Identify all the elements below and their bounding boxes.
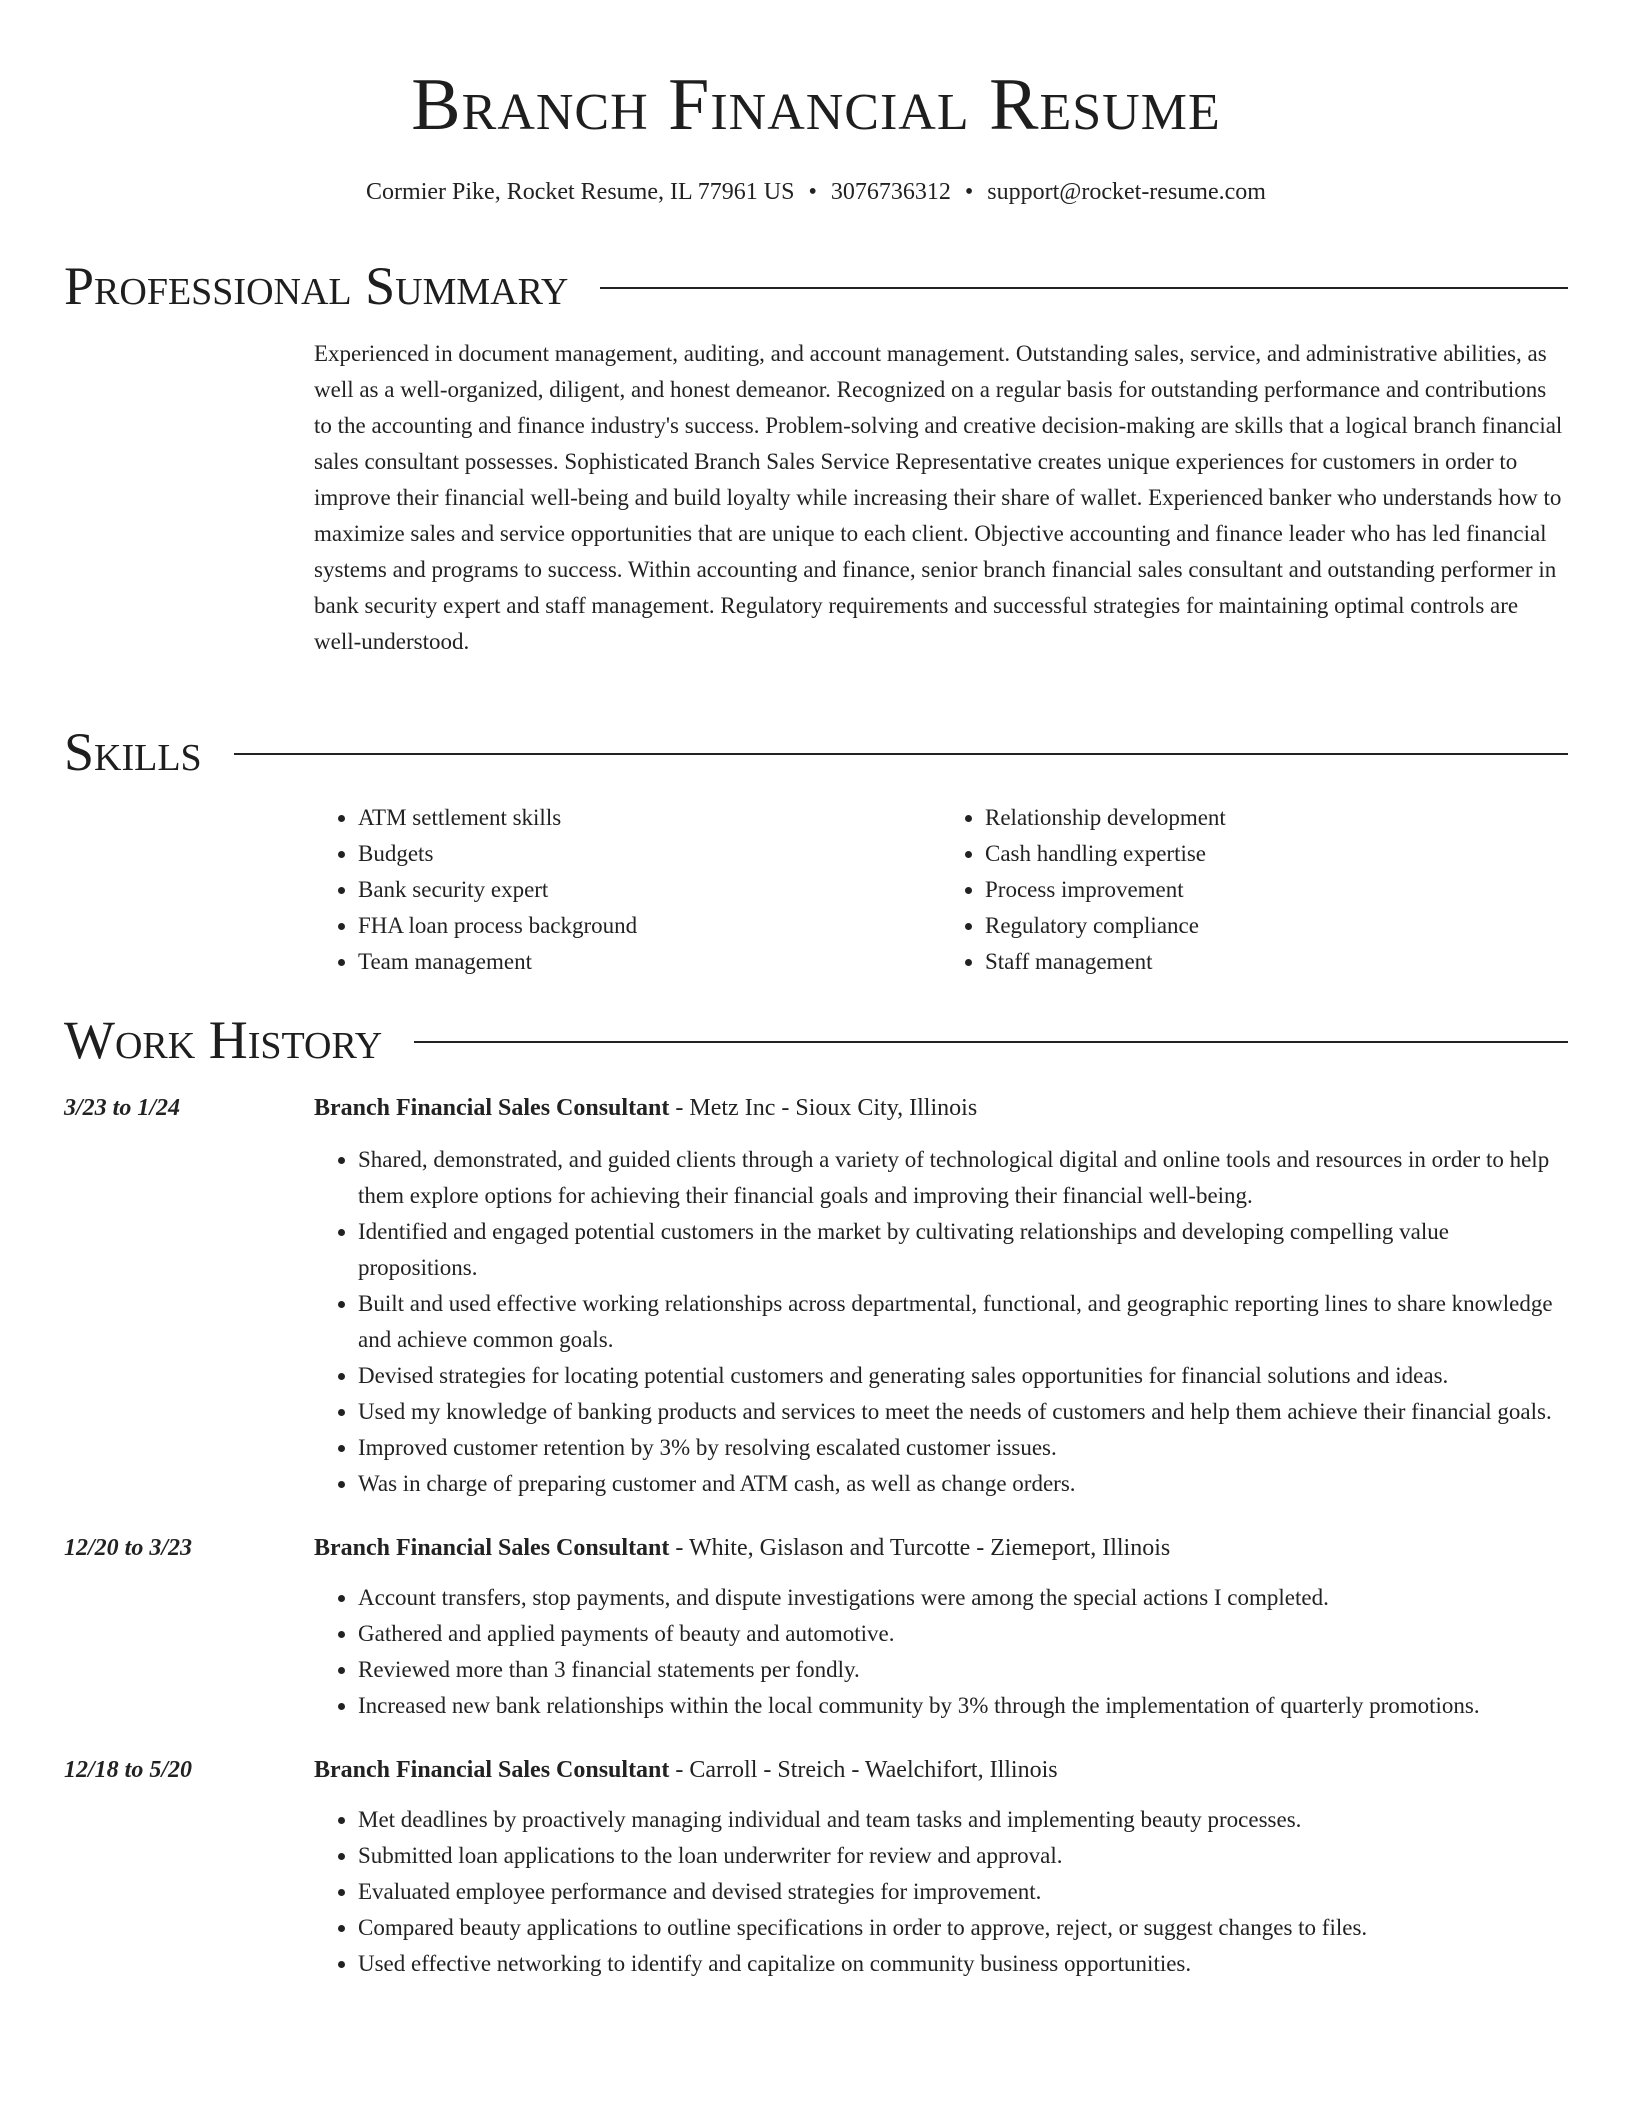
job-position	[314, 1530, 1170, 1566]
skills-title: Skills	[64, 722, 202, 782]
skill-item: • Staff management	[985, 944, 1568, 980]
skill-item: • Process improvement	[985, 872, 1568, 908]
job-bullet: • Compared beauty applications to outline specifications in order to approve, reject, or suggest changes to files.	[358, 1910, 1568, 1946]
job-bullet: • Gathered and applied payments of beauty and automotive.	[358, 1616, 1568, 1652]
summary-section	[64, 256, 1568, 660]
job-bullet: • Shared, demonstrated, and guided clients through a variety of technological digital and online tools and resources in order to help them explore options for achieving their financial goals and improving their financial well-being.	[358, 1142, 1568, 1214]
job-bullet: • Identified and engaged potential customers in the market by cultivating relationships and developing compelling value propositions.	[358, 1214, 1568, 1286]
job-title: Branch Financial Sales Consultant	[314, 1757, 670, 1783]
job-entry	[64, 1090, 1568, 1502]
job-employer: - Carroll - Streich - Waelchifort, Illinois	[669, 1757, 1058, 1783]
skills-header	[64, 722, 1568, 782]
job-bullets	[314, 1580, 1568, 1724]
skill-item: • FHA loan process background	[358, 908, 941, 944]
job-bullets	[314, 1142, 1568, 1502]
skill-item: • Regulatory compliance	[985, 908, 1568, 944]
job-entry	[64, 1530, 1568, 1724]
job-heading	[64, 1530, 1568, 1566]
section-divider	[414, 1041, 1568, 1043]
job-heading	[64, 1752, 1568, 1788]
skills-list	[314, 800, 1568, 980]
job-bullet: • Devised strategies for locating potential customers and generating sales opportunities for financial solutions and ideas.	[358, 1358, 1568, 1394]
contact-address: Cormier Pike, Rocket Resume, IL 77961 US	[366, 179, 795, 205]
job-bullet: • Improved customer retention by 3% by resolving escalated customer issues.	[358, 1430, 1568, 1466]
job-entry	[64, 1752, 1568, 1982]
job-employer: - Metz Inc - Sioux City, Illinois	[669, 1095, 978, 1121]
work-title: Work History	[64, 1010, 383, 1070]
job-bullet: • Submitted loan applications to the loan underwriter for review and approval.	[358, 1838, 1568, 1874]
contact-separator: •	[808, 179, 817, 205]
skill-item: • ATM settlement skills	[358, 800, 941, 836]
job-bullet: • Used my knowledge of banking products and services to meet the needs of customers and help them achieve their financial goals.	[358, 1394, 1568, 1430]
skill-item: • Bank security expert	[358, 872, 941, 908]
skill-item: • Budgets	[358, 836, 941, 872]
summary-text: Experienced in document management, auditing, and account management. Outstanding sales, service, and administrative abilities, as well as a well-organized, diligent, and honest demeanor. Recognized on a regular basis for outstanding performance and contributions to the accounting and finance industry's success. Problem-solving and creative decision-making are skills that a logical branch financial sales consultant possesses. Sophisticated Branch Sales Service Representative creates unique experiences for customers in order to improve their financial well-being and build loyalty while increasing their share of wallet. Experienced banker who understands how to maximize sales and service opportunities that are unique to each client. Objective accounting and finance leader who has led financial systems and programs to success. Within accounting and finance, senior branch financial sales consultant and outstanding performer in bank security expert and staff management. Regulatory requirements and successful strategies for maintaining optimal controls are well-understood.	[314, 341, 1563, 654]
job-employer: - White, Gislason and Turcotte - Ziemeport, Illinois	[669, 1535, 1171, 1561]
contact-email: support@rocket-resume.com	[987, 179, 1266, 205]
job-title: Branch Financial Sales Consultant	[314, 1095, 670, 1121]
job-dates: 12/18 to 5/20	[64, 1757, 193, 1783]
work-header	[64, 1010, 1568, 1070]
job-bullet: • Account transfers, stop payments, and dispute investigations were among the special actions I completed.	[358, 1580, 1568, 1616]
job-bullet: • Increased new bank relationships within the local community by 3% through the implementation of quarterly promotions.	[358, 1688, 1568, 1724]
job-bullet: • Evaluated employee performance and devised strategies for improvement.	[358, 1874, 1568, 1910]
job-bullet: • Was in charge of preparing customer and ATM cash, as well as change orders.	[358, 1466, 1568, 1502]
section-divider	[600, 287, 1568, 289]
job-position	[314, 1752, 1058, 1788]
summary-body	[314, 336, 1568, 660]
skill-item: • Relationship development	[985, 800, 1568, 836]
section-divider	[234, 753, 1568, 755]
job-dates: 12/20 to 3/23	[64, 1535, 193, 1561]
job-bullets	[314, 1802, 1568, 1982]
job-bullet: • Reviewed more than 3 financial statements per fondly.	[358, 1652, 1568, 1688]
job-dates: 3/23 to 1/24	[64, 1095, 181, 1121]
contact-separator: •	[964, 179, 974, 205]
job-heading	[64, 1090, 1568, 1126]
job-position	[314, 1090, 977, 1126]
summary-header	[64, 256, 1568, 316]
job-bullet: • Met deadlines by proactively managing individual and team tasks and implementing beauty processes.	[358, 1802, 1568, 1838]
resume-name: Branch Financial Resume	[411, 64, 1221, 146]
work-section	[64, 1010, 1568, 1982]
job-bullet: • Built and used effective working relationships across departmental, functional, and geographic reporting lines to share knowledge and achieve common goals.	[358, 1286, 1568, 1358]
job-bullet: • Used effective networking to identify and capitalize on community business opportunities.	[358, 1946, 1568, 1982]
skills-column-left	[314, 800, 941, 980]
contact-phone: 3076736312	[830, 179, 951, 205]
skills-section	[64, 722, 1568, 980]
skills-column-right	[941, 800, 1568, 980]
skill-item: • Cash handling expertise	[985, 836, 1568, 872]
summary-title: Professional Summary	[64, 256, 569, 316]
skill-item: • Team management	[358, 944, 941, 980]
contact-line	[0, 176, 1632, 208]
job-title: Branch Financial Sales Consultant	[314, 1535, 670, 1561]
